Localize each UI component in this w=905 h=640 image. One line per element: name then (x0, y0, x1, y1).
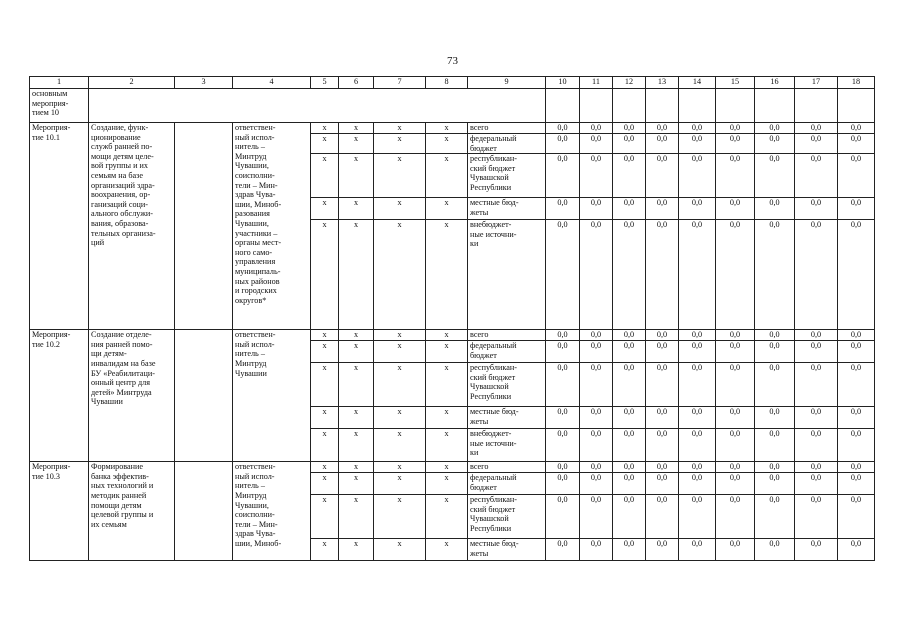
event-code: Мероприя- тие 10.2 (30, 330, 89, 462)
x-mark: x (339, 462, 374, 473)
amount-cell: 0,0 (755, 154, 795, 198)
amount-cell: 0,0 (679, 134, 716, 154)
events-body (30, 123, 875, 561)
x-mark: x (311, 473, 339, 495)
amount-cell: 0,0 (795, 341, 838, 363)
amount-cell: 0,0 (716, 154, 755, 198)
amount-cell: 0,0 (546, 495, 580, 539)
funding-source: местные бюд- жеты (468, 198, 546, 220)
x-mark: x (311, 330, 339, 341)
amount-cell: 0,0 (716, 330, 755, 341)
x-mark: x (426, 407, 468, 429)
amount-cell: 0,0 (679, 123, 716, 134)
amount-cell: 0,0 (795, 473, 838, 495)
amount-cell: 0,0 (580, 363, 613, 407)
event-name: Формирование банка эффектив- ных технологий и методик ранней помощи детям целевой группы и их семьям (89, 462, 175, 561)
funding-source: всего (468, 123, 546, 134)
x-mark: x (339, 539, 374, 561)
x-mark: x (426, 154, 468, 198)
amount-cell: 0,0 (646, 220, 679, 330)
column-number: 3 (175, 77, 233, 89)
amount-cell: 0,0 (580, 220, 613, 330)
responsible-executor: ответствен- ный испол- нитель – Минтруд Чувашии (233, 330, 311, 462)
amount-cell: 0,0 (646, 429, 679, 462)
table-row (30, 330, 875, 341)
amount-cell: 0,0 (679, 539, 716, 561)
amount-cell: 0,0 (546, 123, 580, 134)
x-mark: x (311, 363, 339, 407)
amount-cell: 0,0 (716, 462, 755, 473)
amount-cell: 0,0 (716, 198, 755, 220)
column-number: 7 (374, 77, 426, 89)
amount-cell: 0,0 (795, 495, 838, 539)
amount-cell: 0,0 (546, 429, 580, 462)
amount-cell: 0,0 (679, 407, 716, 429)
funding-source: всего (468, 462, 546, 473)
x-mark: x (426, 363, 468, 407)
column-number-row (30, 77, 875, 89)
amount-cell: 0,0 (613, 198, 646, 220)
page-number: 73 (447, 55, 458, 67)
amount-cell: 0,0 (646, 154, 679, 198)
amount-cell: 0,0 (716, 495, 755, 539)
x-mark: x (374, 363, 426, 407)
x-mark: x (339, 154, 374, 198)
amount-cell: 0,0 (716, 220, 755, 330)
amount-cell: 0,0 (716, 473, 755, 495)
amount-cell: 0,0 (679, 429, 716, 462)
amount-cell: 0,0 (613, 154, 646, 198)
column-number: 16 (755, 77, 795, 89)
x-mark: x (374, 407, 426, 429)
amount-cell: 0,0 (613, 539, 646, 561)
funding-source: местные бюд- жеты (468, 539, 546, 561)
empty-cell (175, 462, 233, 561)
amount-cell: 0,0 (755, 198, 795, 220)
amount-cell: 0,0 (613, 341, 646, 363)
amount-cell: 0,0 (795, 330, 838, 341)
x-mark: x (339, 134, 374, 154)
amount-cell: 0,0 (838, 154, 875, 198)
amount-cell: 0,0 (580, 123, 613, 134)
x-mark: x (311, 341, 339, 363)
amount-cell: 0,0 (580, 134, 613, 154)
x-mark: x (374, 539, 426, 561)
column-number: 18 (838, 77, 875, 89)
x-mark: x (374, 220, 426, 330)
amount-cell: 0,0 (795, 154, 838, 198)
x-mark: x (311, 539, 339, 561)
x-mark: x (374, 154, 426, 198)
amount-cell: 0,0 (755, 123, 795, 134)
amount-cell: 0,0 (716, 341, 755, 363)
amount-cell: 0,0 (580, 154, 613, 198)
column-number: 4 (233, 77, 311, 89)
amount-cell: 0,0 (613, 473, 646, 495)
amount-cell: 0,0 (755, 495, 795, 539)
amount-cell: 0,0 (755, 363, 795, 407)
amount-cell: 0,0 (679, 220, 716, 330)
amount-cell: 0,0 (838, 462, 875, 473)
budget-table (29, 76, 875, 561)
amount-cell: 0,0 (580, 330, 613, 341)
amount-cell: 0,0 (546, 220, 580, 330)
funding-source: внебюджет- ные источни- ки (468, 429, 546, 462)
amount-cell: 0,0 (755, 429, 795, 462)
amount-cell: 0,0 (646, 473, 679, 495)
responsible-executor: ответствен- ный испол- нитель – Минтруд Чувашии, соисполни- тели – Мин- здрав Чува- шии, Миноб- разования Чувашии, участники – органы мест- ного само- управления муниципаль- ных районов и городских округов* (233, 123, 311, 330)
intro-label: основным мероприя- тием 10 (30, 89, 89, 123)
event-code: Мероприя- тие 10.1 (30, 123, 89, 330)
amount-cell: 0,0 (613, 407, 646, 429)
amount-cell: 0,0 (679, 363, 716, 407)
x-mark: x (339, 198, 374, 220)
event-name: Создание отделе- ния ранней помо- щи детям- инвалидам на базе БУ «Реабилитаци- онный центр для детей» Минтруда Чувашии (89, 330, 175, 462)
x-mark: x (374, 198, 426, 220)
amount-cell: 0,0 (795, 220, 838, 330)
x-mark: x (426, 134, 468, 154)
x-mark: x (339, 220, 374, 330)
table-row (30, 123, 875, 134)
x-mark: x (311, 198, 339, 220)
amount-cell: 0,0 (679, 198, 716, 220)
amount-cell: 0,0 (546, 539, 580, 561)
amount-cell: 0,0 (613, 220, 646, 330)
amount-cell: 0,0 (838, 220, 875, 330)
amount-cell: 0,0 (546, 363, 580, 407)
amount-cell: 0,0 (838, 330, 875, 341)
amount-cell: 0,0 (613, 462, 646, 473)
amount-cell: 0,0 (679, 462, 716, 473)
x-mark: x (374, 473, 426, 495)
x-mark: x (426, 341, 468, 363)
x-mark: x (374, 330, 426, 341)
column-number: 8 (426, 77, 468, 89)
x-mark: x (311, 495, 339, 539)
amount-cell: 0,0 (795, 462, 838, 473)
x-mark: x (339, 330, 374, 341)
amount-cell: 0,0 (646, 134, 679, 154)
amount-cell: 0,0 (613, 123, 646, 134)
x-mark: x (339, 429, 374, 462)
x-mark: x (311, 220, 339, 330)
amount-cell: 0,0 (546, 154, 580, 198)
x-mark: x (426, 539, 468, 561)
amount-cell: 0,0 (546, 473, 580, 495)
amount-cell: 0,0 (546, 134, 580, 154)
x-mark: x (339, 363, 374, 407)
column-number: 10 (546, 77, 580, 89)
amount-cell: 0,0 (646, 495, 679, 539)
amount-cell: 0,0 (546, 198, 580, 220)
amount-cell: 0,0 (795, 363, 838, 407)
amount-cell: 0,0 (546, 407, 580, 429)
amount-cell: 0,0 (755, 462, 795, 473)
amount-cell: 0,0 (646, 123, 679, 134)
column-number: 17 (795, 77, 838, 89)
amount-cell: 0,0 (580, 473, 613, 495)
column-number: 6 (339, 77, 374, 89)
x-mark: x (374, 429, 426, 462)
amount-cell: 0,0 (838, 473, 875, 495)
amount-cell: 0,0 (838, 198, 875, 220)
event-name: Создание, функ- ционирование служб ранней по- мощи детям целе- вой группы и их семьям на базе организаций здра- воохранения, ор- ганизаций соци- ального обслужи- вания, образова- тельных организа- ций (89, 123, 175, 330)
column-number: 13 (646, 77, 679, 89)
amount-cell: 0,0 (838, 429, 875, 462)
amount-cell: 0,0 (716, 363, 755, 407)
column-number: 5 (311, 77, 339, 89)
amount-cell: 0,0 (755, 134, 795, 154)
amount-cell: 0,0 (646, 341, 679, 363)
amount-cell: 0,0 (716, 539, 755, 561)
amount-cell: 0,0 (795, 134, 838, 154)
x-mark: x (426, 220, 468, 330)
amount-cell: 0,0 (580, 539, 613, 561)
x-mark: x (339, 473, 374, 495)
amount-cell: 0,0 (646, 363, 679, 407)
x-mark: x (426, 473, 468, 495)
funding-source: федеральный бюджет (468, 134, 546, 154)
intro-blank (89, 89, 546, 123)
x-mark: x (426, 462, 468, 473)
amount-cell: 0,0 (838, 341, 875, 363)
empty-cell (175, 123, 233, 330)
amount-cell: 0,0 (755, 407, 795, 429)
empty-cell (175, 330, 233, 462)
amount-cell: 0,0 (679, 154, 716, 198)
amount-cell: 0,0 (795, 123, 838, 134)
column-number: 15 (716, 77, 755, 89)
amount-cell: 0,0 (580, 407, 613, 429)
x-mark: x (426, 198, 468, 220)
amount-cell: 0,0 (613, 330, 646, 341)
amount-cell: 0,0 (613, 495, 646, 539)
amount-cell: 0,0 (716, 134, 755, 154)
x-mark: x (374, 462, 426, 473)
column-number: 2 (89, 77, 175, 89)
amount-cell: 0,0 (838, 363, 875, 407)
column-number: 12 (613, 77, 646, 89)
x-mark: x (339, 123, 374, 134)
amount-cell: 0,0 (613, 363, 646, 407)
amount-cell: 0,0 (646, 539, 679, 561)
amount-cell: 0,0 (646, 330, 679, 341)
amount-cell: 0,0 (795, 539, 838, 561)
x-mark: x (374, 134, 426, 154)
amount-cell: 0,0 (679, 473, 716, 495)
x-mark: x (426, 495, 468, 539)
responsible-executor: ответствен- ный испол- нитель – Минтруд Чувашии, соисполни- тели – Мин- здрав Чува- шии, Миноб- (233, 462, 311, 561)
amount-cell: 0,0 (580, 462, 613, 473)
x-mark: x (426, 123, 468, 134)
amount-cell: 0,0 (679, 330, 716, 341)
amount-cell: 0,0 (646, 462, 679, 473)
amount-cell: 0,0 (580, 341, 613, 363)
amount-cell: 0,0 (546, 330, 580, 341)
amount-cell: 0,0 (716, 407, 755, 429)
column-number: 11 (580, 77, 613, 89)
x-mark: x (311, 123, 339, 134)
amount-cell: 0,0 (795, 407, 838, 429)
funding-source: республикан- ский бюджет Чувашской Республики (468, 363, 546, 407)
column-number: 14 (679, 77, 716, 89)
amount-cell: 0,0 (838, 123, 875, 134)
amount-cell: 0,0 (613, 429, 646, 462)
amount-cell: 0,0 (838, 407, 875, 429)
funding-source: всего (468, 330, 546, 341)
funding-source: местные бюд- жеты (468, 407, 546, 429)
amount-cell: 0,0 (795, 429, 838, 462)
x-mark: x (311, 407, 339, 429)
column-number: 9 (468, 77, 546, 89)
intro-row (30, 89, 875, 123)
amount-cell: 0,0 (755, 473, 795, 495)
amount-cell: 0,0 (580, 429, 613, 462)
amount-cell: 0,0 (546, 462, 580, 473)
funding-source: федеральный бюджет (468, 341, 546, 363)
amount-cell: 0,0 (795, 198, 838, 220)
amount-cell: 0,0 (679, 495, 716, 539)
amount-cell: 0,0 (838, 134, 875, 154)
x-mark: x (426, 330, 468, 341)
x-mark: x (311, 154, 339, 198)
amount-cell: 0,0 (716, 123, 755, 134)
amount-cell: 0,0 (838, 495, 875, 539)
amount-cell: 0,0 (646, 407, 679, 429)
amount-cell: 0,0 (755, 220, 795, 330)
x-mark: x (339, 495, 374, 539)
table-row (30, 462, 875, 473)
amount-cell: 0,0 (580, 495, 613, 539)
funding-source: республикан- ский бюджет Чувашской Республики (468, 495, 546, 539)
event-code: Мероприя- тие 10.3 (30, 462, 89, 561)
column-number: 1 (30, 77, 89, 89)
amount-cell: 0,0 (838, 539, 875, 561)
x-mark: x (339, 407, 374, 429)
x-mark: x (374, 495, 426, 539)
funding-source: федеральный бюджет (468, 473, 546, 495)
x-mark: x (311, 134, 339, 154)
amount-cell: 0,0 (613, 134, 646, 154)
amount-cell: 0,0 (755, 341, 795, 363)
x-mark: x (339, 341, 374, 363)
x-mark: x (374, 341, 426, 363)
amount-cell: 0,0 (580, 198, 613, 220)
x-mark: x (374, 123, 426, 134)
amount-cell: 0,0 (646, 198, 679, 220)
amount-cell: 0,0 (679, 341, 716, 363)
x-mark: x (426, 429, 468, 462)
amount-cell: 0,0 (716, 429, 755, 462)
x-mark: x (311, 462, 339, 473)
amount-cell: 0,0 (755, 539, 795, 561)
amount-cell: 0,0 (546, 341, 580, 363)
funding-source: внебюджет- ные источни- ки (468, 220, 546, 330)
funding-source: республикан- ский бюджет Чувашской Республики (468, 154, 546, 198)
x-mark: x (311, 429, 339, 462)
amount-cell: 0,0 (755, 330, 795, 341)
